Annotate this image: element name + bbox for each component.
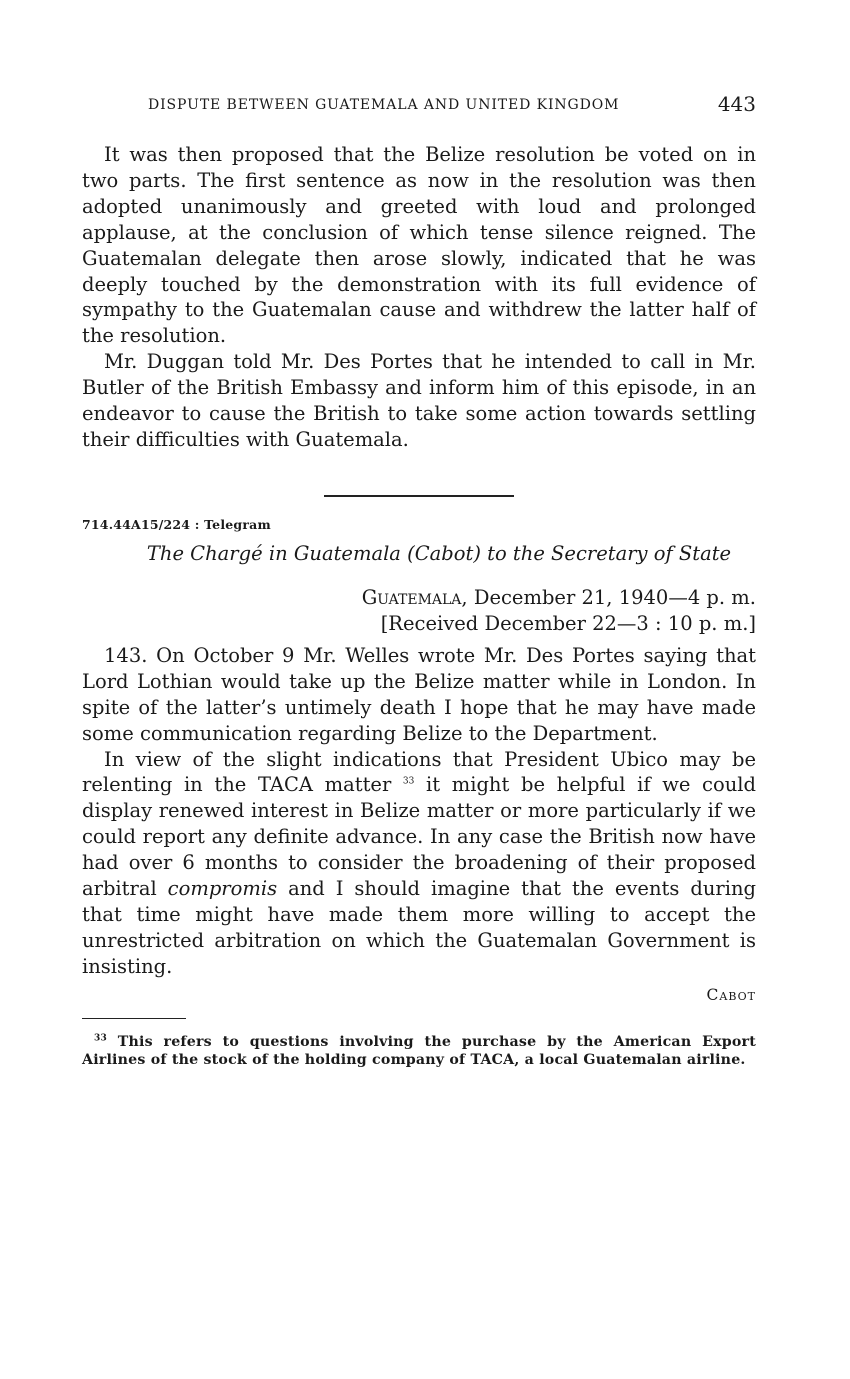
- page-number: 443: [717, 92, 756, 116]
- text-run: it might be helpful if we could display renewed interest in Belize matter or more particularly if we could report any definite advance. In any case the British now have had over 6 months to consider the broadening of their proposed arbitral: [82, 773, 757, 901]
- document-file-number: 714.44A15/224 : Telegram: [82, 516, 271, 532]
- footnote-number: 33: [94, 1032, 107, 1043]
- dateline: [82, 585, 756, 637]
- footnote-text: This refers to questions involving the purchase by the American Export Airlines of the stock of the holding company of TACA, a local Guatemalan airline.: [82, 1033, 756, 1068]
- paragraph: It was then proposed that the Belize resolution be voted on in two parts. The first sentence as now in the resolution was then adopted unanimously and greeted with loud and prolonged applause, at the conclusion of which tense silence reigned. The Guatemalan delegate then arose slowly, indicated that he was deeply touched by the demonstration with its full evidence of sympathy to the Guatemalan cause and withdrew the latter half of the resolution.: [82, 143, 756, 348]
- text-run: In view of the slight indications that President Ubico may be relenting in the TACA matter: [82, 747, 756, 797]
- footnote-divider: [82, 1018, 186, 1019]
- telegram-paragraph: 143. On October 9 Mr. Welles wrote Mr. Des Portes saying that Lord Lothian would take up the Belize matter while in London. In spite of the latter’s untimely death I hope that he may have made some communication regarding Belize to the Department.: [82, 643, 756, 745]
- running-head: [82, 88, 756, 124]
- footnote: [82, 1033, 756, 1069]
- footnote-ref: 33: [402, 776, 415, 787]
- italic-term: compromis: [167, 877, 278, 901]
- paragraph: Mr. Duggan told Mr. Des Portes that he intended to call in Mr. Butler of the British Embassy and inform him of this episode, in an endeavor to cause the British to take some action towards settling their difficulties with Guatemala.: [82, 350, 756, 451]
- document-title: The Chargé in Guatemala (Cabot) to the Secretary of State: [146, 541, 732, 565]
- received-line: [Received December 22—3 : 10 p. m.]: [380, 611, 756, 635]
- text-run: and I should imagine that the events during that time might have made them more willing to accept the unrestricted arbitration on which the Guatemalan Government is insisting.: [82, 877, 756, 978]
- running-title: DISPUTE BETWEEN GUATEMALA AND UNITED KINGDOM: [148, 97, 620, 113]
- section-divider: [324, 495, 514, 497]
- signature: Cabot: [706, 985, 756, 1004]
- dateline-place: Guatemala: [361, 585, 462, 609]
- document-page: [82, 88, 756, 1069]
- telegram-paragraph: [82, 747, 756, 980]
- dateline-date: , December 21, 1940—4 p. m.: [461, 585, 756, 609]
